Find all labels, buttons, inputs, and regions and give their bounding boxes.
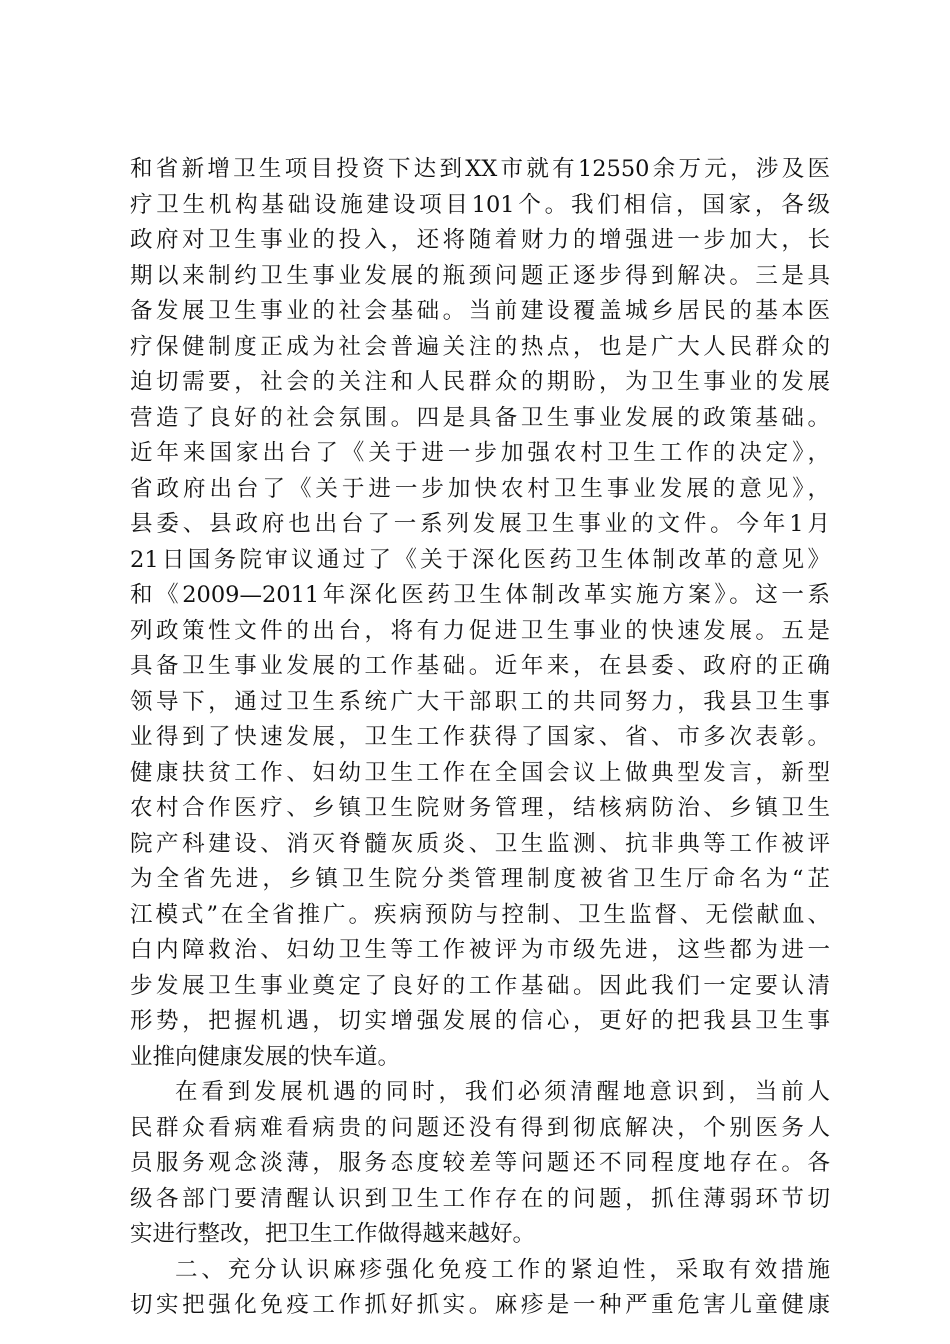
text-line: 院产科建设、消灭脊髓灰质炎、卫生监测、抗非典等工作被评	[130, 830, 830, 857]
text-line: 具备卫生事业发展的工作基础。近年来，在县委、政府的正确	[130, 653, 830, 679]
text-line: 白内障救治、妇幼卫生等工作被评为市级先进，这些都为进一	[130, 937, 830, 963]
text-line: 期以来制约卫生事业发展的瓶颈问题正逐步得到解决。三是具	[130, 262, 830, 289]
text-line: 和省新增卫生项目投资下达到XX市就有12550余万元，涉及医	[130, 156, 830, 182]
text-line: 健康扶贫工作、妇幼卫生工作在全国会议上做典型发言，新型	[130, 759, 830, 786]
text-line: 二、充分认识麻疹强化免疫工作的紧迫性，采取有效措施	[175, 1256, 830, 1283]
text-line: 在看到发展机遇的同时，我们必须清醒地意识到，当前人	[175, 1079, 830, 1105]
text-line: 民群众看病难看病贵的问题还没有得到彻底解决，个别医务人	[130, 1114, 830, 1141]
text-line: 迫切需要，社会的关注和人民群众的期盼，为卫生事业的发展	[130, 369, 830, 395]
text-line: 近年来国家出台了《关于进一步加强农村卫生工作的决定》，	[130, 440, 830, 466]
text-line: 形势，把握机遇，切实增强发展的信心，更好的把我县卫生事	[130, 1008, 830, 1034]
text-line: 实进行整改，把卫生工作做得越来越好。	[130, 1221, 536, 1247]
text-line: 员服务观念淡薄，服务态度较差等问题还不同程度地存在。各	[130, 1150, 830, 1176]
text-line: 步发展卫生事业奠定了良好的工作基础。因此我们一定要认清	[130, 972, 830, 999]
text-line: 疗卫生机构基础设施建设项目101个。我们相信，国家，各级	[130, 191, 830, 218]
text-line: 政府对卫生事业的投入，还将随着财力的增强进一步加大，长	[130, 227, 830, 253]
text-line: 营造了良好的社会氛围。四是具备卫生事业发展的政策基础。	[130, 404, 830, 431]
text-line: 级各部门要清醒认识到卫生工作存在的问题，抓住薄弱环节切	[130, 1185, 830, 1212]
text-line: 列政策性文件的出台，将有力促进卫生事业的快速发展。五是	[130, 617, 830, 644]
body-text	[130, 152, 830, 1324]
text-line: 江模式”在全省推广。疾病预防与控制、卫生监督、无偿献血、	[130, 901, 830, 928]
text-line: 切实把强化免疫工作抓好抓实。麻疹是一种严重危害儿童健康	[130, 1292, 830, 1318]
text-line: 备发展卫生事业的社会基础。当前建设覆盖城乡居民的基本医	[130, 298, 830, 324]
text-line: 业推向健康发展的快车道。	[130, 1043, 401, 1070]
text-line: 业得到了快速发展，卫生工作获得了国家、省、市多次表彰。	[130, 724, 830, 750]
text-line: 领导下，通过卫生系统广大干部职工的共同努力，我县卫生事	[130, 688, 830, 715]
text-line: 和《2009—2011年深化医药卫生体制改革实施方案》。这一系	[130, 582, 830, 608]
text-line: 农村合作医疗、乡镇卫生院财务管理，结核病防治、乡镇卫生	[130, 795, 830, 821]
text-line: 疗保健制度正成为社会普遍关注的热点，也是广大人民群众的	[130, 333, 830, 360]
text-line: 21日国务院审议通过了《关于深化医药卫生体制改革的意见》	[130, 546, 830, 573]
text-line: 县委、县政府也出台了一系列发展卫生事业的文件。今年1月	[130, 511, 830, 537]
text-line: 省政府出台了《关于进一步加快农村卫生事业发展的意见》，	[130, 475, 830, 502]
text-line: 为全省先进，乡镇卫生院分类管理制度被省卫生厅命名为“芷	[130, 866, 830, 892]
